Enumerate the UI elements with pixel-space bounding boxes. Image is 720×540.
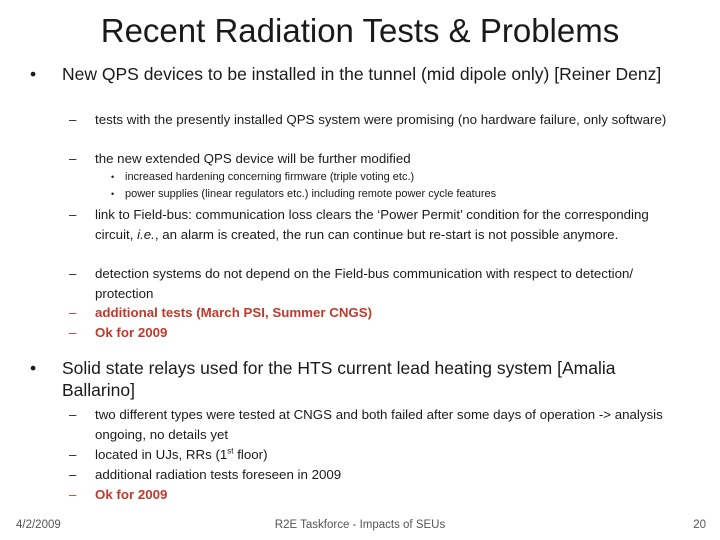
sub-item-text [95,447,268,462]
dash-marker: – [69,305,77,320]
dot-marker: • [111,189,115,199]
dash-marker: – [69,151,77,166]
footer-page-number: 20 [693,519,706,531]
sub-item [69,465,685,485]
text-part: , an alarm is created, the run can continue but re-start is not possible anymore. [154,226,619,242]
text-part: link to Field-bus: communication loss clears the ‘Power Permit’ condition for the corresponding circuit, [95,207,649,242]
sub-item-text [95,207,649,242]
bullet-text: Solid state relays used for the HTS current lead heating system [Amalia Ballarino] [62,358,616,400]
italic-text: i.e. [137,226,155,242]
footer-center: R2E Taskforce - Impacts of SEUs [274,519,446,531]
dash-marker: – [69,325,77,340]
dash-marker: – [69,112,77,127]
sub-item-text: the new extended QPS device will be further modified [95,151,411,166]
dash-marker: – [69,207,77,222]
footer-date: 4/2/2009 [16,519,61,531]
dash-marker: – [69,447,77,462]
dash-marker: – [69,407,77,422]
bullet-qps [30,63,682,85]
sub-item-text: Ok for 2009 [95,325,168,340]
sub-item [69,149,685,169]
dash-marker: – [69,266,77,281]
sub-item-text: additional tests (March PSI, Summer CNGS) [95,305,373,320]
sub-item-text: tests with the presently installed QPS system were promising (no hardware failure, only software) [95,112,667,127]
sub-item [69,110,685,130]
text-part: floor) [233,447,268,462]
sub-item-text: Ok for 2009 [95,487,168,502]
sub-item-highlight [69,485,685,505]
bullet-text: New QPS devices to be installed in the tunnel (mid dipole only) [Reiner Denz] [62,64,662,84]
slide-title: Recent Radiation Tests & Problems [100,12,620,49]
sub-sub-item [111,169,685,185]
sub-item-highlight [69,303,685,323]
sub-item-text: additional radiation tests foreseen in 2009 [95,467,342,482]
bullet-marker: • [30,358,37,378]
sub-sub-item-text: power supplies (linear regulators etc.) including remote power cycle features [125,188,497,200]
dash-marker: – [69,487,77,502]
sub-item [69,445,685,465]
bullet-marker: • [30,64,37,84]
dot-marker: • [111,172,115,182]
text-part: located in UJs, RRs (1 [95,447,228,462]
sub-item-text: detection systems do not depend on the Field-bus communication with respect to detection/ protection [95,266,634,301]
sub-sub-item-text: increased hardening concerning firmware (triple voting etc.) [125,171,415,183]
sub-sub-item [111,186,685,202]
dash-marker: – [69,467,77,482]
sub-item [69,405,685,444]
superscript: st [227,446,234,456]
sub-item [69,205,685,244]
sub-item [69,264,685,303]
sub-item-highlight [69,323,685,343]
bullet-relays [30,357,682,401]
sub-item-text: two different types were tested at CNGS and both failed after some days of operation -> analysis ongoing, no details yet [95,407,663,442]
